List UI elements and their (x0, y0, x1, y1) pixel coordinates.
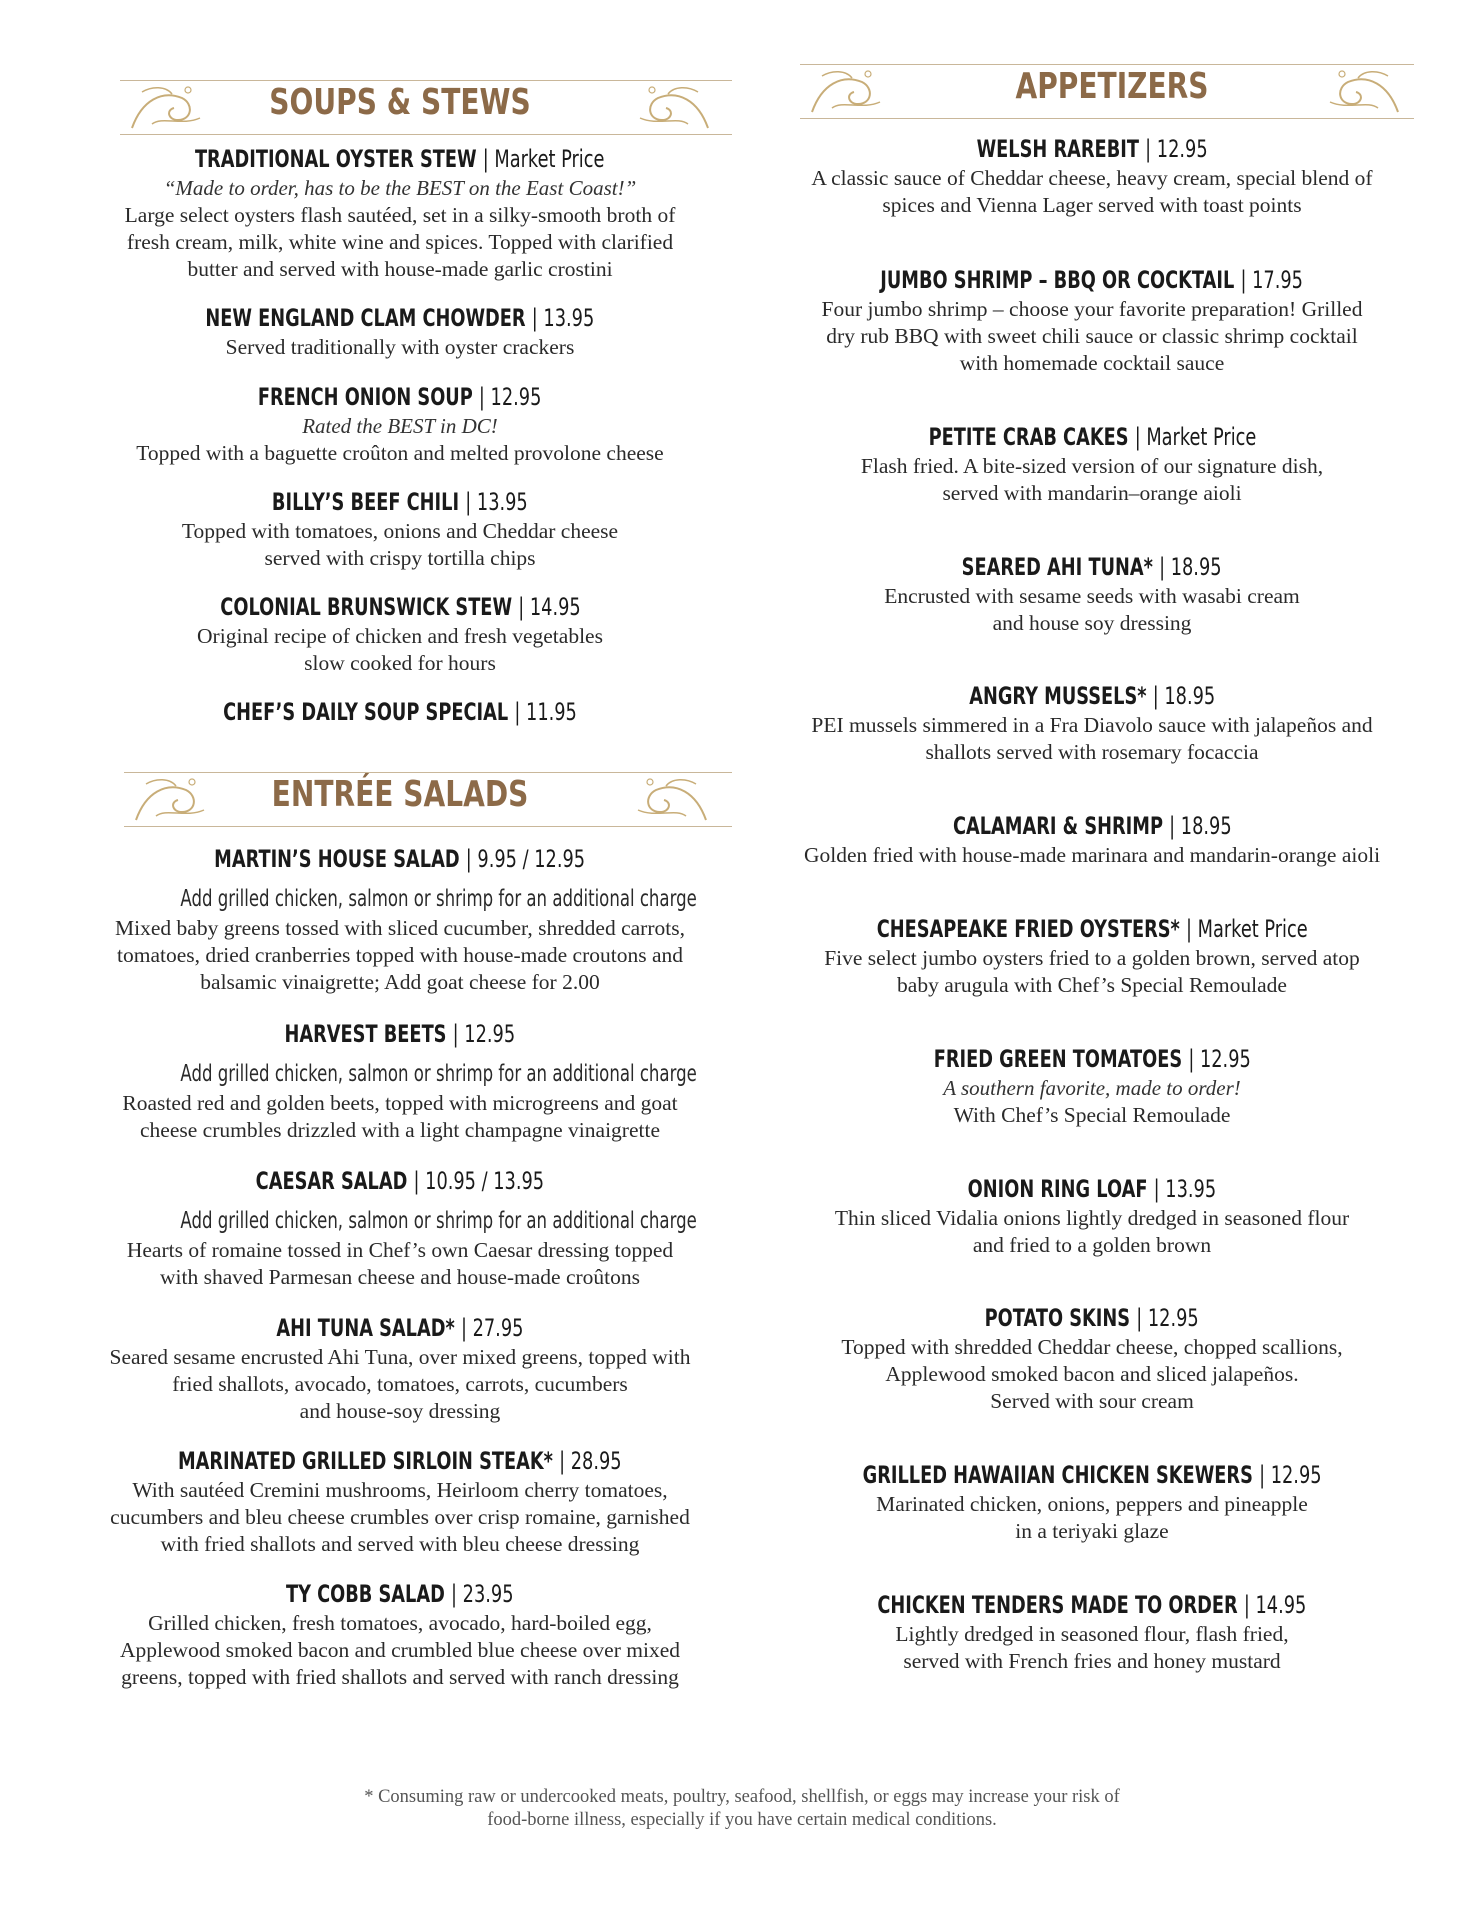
item-tagline: Rated the BEST in DC! (302, 414, 498, 438)
item-description: Thin sliced Vidalia onions lightly dredged in seasoned flour and fried to a golden brown (834, 1206, 1350, 1257)
item-name: TRADITIONAL OYSTER STEW | Market Price (195, 145, 605, 173)
menu-item (80, 1312, 720, 1425)
item-tagline: A southern favorite, made to order! (943, 1076, 1241, 1100)
item-description: Topped with shredded Cheddar cheese, chopped scallions, Applewood smoked bacon and sliced jalapeños. Served with sour cream (841, 1335, 1343, 1413)
item-price: | 12.95 (1188, 1045, 1251, 1073)
item-price: | 18.95 (1159, 553, 1222, 581)
item-addon-note: Add grilled chicken, salmon or shrimp for an additional charge (180, 1061, 697, 1087)
menu-item (80, 591, 720, 677)
menu-item (770, 913, 1414, 999)
item-description: Served traditionally with oyster crackers (225, 335, 575, 359)
menu-item (80, 486, 720, 572)
item-name: COLONIAL BRUNSWICK STEW | 14.95 (219, 593, 581, 621)
section-title: SOUPS & STEWS (269, 82, 531, 123)
item-price: | 27.95 (461, 1314, 524, 1342)
menu-item (770, 1043, 1414, 1129)
item-price: | 11.95 (514, 698, 577, 726)
item-description: Encrusted with sesame seeds with wasabi cream and house soy dressing (884, 584, 1300, 635)
item-name: TY COBB SALAD | 23.95 (286, 1580, 514, 1608)
item-addon-note: Add grilled chicken, salmon or shrimp for an additional charge (180, 1208, 697, 1234)
item-name: AHI TUNA SALAD* | 27.95 (276, 1314, 524, 1342)
menu-item (770, 680, 1414, 766)
item-price: | 18.95 (1152, 682, 1216, 710)
item-name: NEW ENGLAND CLAM CHOWDER | 13.95 (205, 304, 595, 332)
item-price: | 13.95 (465, 488, 528, 516)
section-title: APPETIZERS (1015, 66, 1209, 107)
flourish-ornament-icon (632, 80, 718, 136)
item-description: Lightly dredged in seasoned flour, flash fried, served with French fries and honey mustard (895, 1622, 1289, 1673)
section-title: ENTRÉE SALADS (271, 774, 529, 815)
item-price: | 13.95 (1153, 1175, 1217, 1203)
item-tagline: “Made to order, has to be the BEST on the East Coast!” (163, 176, 637, 200)
menu-item (80, 302, 720, 361)
menu-item (770, 810, 1414, 869)
item-name: CHESAPEAKE FRIED OYSTERS* | Market Price (876, 915, 1308, 943)
item-description: Seared sesame encrusted Ahi Tuna, over mixed greens, topped with fried shallots, avocado, tomatoes, carrots, cucumbers and house-soy dressing (109, 1345, 691, 1423)
flourish-ornament-icon (1322, 64, 1408, 120)
section-header-soups (80, 78, 720, 138)
menu-item (770, 1589, 1414, 1675)
flourish-ornament-icon (630, 772, 716, 828)
menu-item (80, 1018, 720, 1144)
allergy-disclaimer: * Consuming raw or undercooked meats, poultry, seafood, shellfish, or eggs may increase your risk of food-borne illness, especially if you have certain medical conditions. (364, 1787, 1120, 1830)
item-name: SEARED AHI TUNA* | 18.95 (962, 553, 1222, 581)
menu-item (770, 1459, 1414, 1545)
menu-item (770, 421, 1414, 507)
item-name: FRENCH ONION SOUP | 12.95 (258, 383, 542, 411)
item-name: PETITE CRAB CAKES | Market Price (928, 423, 1256, 451)
item-description: Four jumbo shrimp – choose your favorite preparation! Grilled dry rub BBQ with sweet chili sauce or classic shrimp cocktail with homemade cocktail sauce (821, 297, 1363, 375)
menu-item (80, 381, 720, 467)
menu-item (80, 696, 720, 728)
item-price: | 12.95 (479, 383, 542, 411)
item-name: GRILLED HAWAIIAN CHICKEN SKEWERS | 12.95 (862, 1461, 1322, 1489)
menu-item (770, 1302, 1414, 1415)
flourish-ornament-icon (802, 64, 888, 120)
menu-item (80, 1445, 720, 1558)
item-price: | Market Price (1185, 915, 1308, 943)
item-description: With Chef’s Special Remoulade (953, 1103, 1231, 1127)
item-name: CHEF’S DAILY SOUP SPECIAL | 11.95 (223, 698, 577, 726)
item-price: | 14.95 (517, 593, 581, 621)
item-addon-note: Add grilled chicken, salmon or shrimp for an additional charge (180, 886, 697, 912)
menu-item (80, 1578, 720, 1691)
menu-item (770, 133, 1414, 219)
item-description: Mixed baby greens tossed with sliced cucumber, shredded carrots, tomatoes, dried cranberries topped with house-made croutons and balsamic vinaigrette; Add goat cheese for 2.00 (115, 916, 685, 994)
item-price: | 10.95 / 13.95 (413, 1167, 545, 1195)
item-name: WELSH RAREBIT | 12.95 (976, 135, 1208, 163)
item-description: Topped with tomatoes, onions and Cheddar cheese served with crispy tortilla chips (181, 519, 619, 570)
item-price: | 23.95 (451, 1580, 514, 1608)
item-name: JUMBO SHRIMP – BBQ OR COCKTAIL | 17.95 (880, 266, 1304, 294)
item-description: Flash fried. A bite-sized version of our signature dish, served with mandarin–orange aioli (860, 454, 1324, 505)
item-price: | 18.95 (1168, 812, 1232, 840)
item-price: | 12.95 (1258, 1461, 1322, 1489)
item-description: PEI mussels simmered in a Fra Diavolo sauce with jalapeños and shallots served with rosemary focaccia (811, 713, 1373, 764)
item-price: | Market Price (1134, 423, 1256, 451)
item-name: MARTIN’S HOUSE SALAD | 9.95 / 12.95 (214, 845, 586, 873)
item-description: Five select jumbo oysters fried to a golden brown, served atop baby arugula with Chef’s Special Remoulade (824, 946, 1360, 997)
item-description: Hearts of romaine tossed in Chef’s own Caesar dressing topped with shaved Parmesan cheese and house-made croûtons (126, 1238, 674, 1289)
item-price: | 12.95 (452, 1020, 516, 1048)
item-description: Golden fried with house-made marinara and mandarin-orange aioli (803, 843, 1381, 867)
menu-item (770, 551, 1414, 637)
item-name: FRIED GREEN TOMATOES | 12.95 (933, 1045, 1251, 1073)
item-description: Large select oysters flash sautéed, set in a silky-smooth broth of fresh cream, milk, white wine and spices. Topped with clarified butter and served with house-made garlic crostini (124, 203, 676, 281)
item-price: | Market Price (483, 145, 605, 173)
item-name: CHICKEN TENDERS MADE TO ORDER | 14.95 (877, 1591, 1307, 1619)
item-price: | 9.95 / 12.95 (466, 845, 586, 873)
item-price: | 28.95 (559, 1447, 622, 1475)
item-price: | 12.95 (1145, 135, 1208, 163)
item-price: | 13.95 (531, 304, 595, 332)
menu-item (770, 1173, 1414, 1259)
item-name: ONION RING LOAF | 13.95 (967, 1175, 1217, 1203)
item-description: Marinated chicken, onions, peppers and pineapple in a teriyaki glaze (876, 1492, 1308, 1543)
menu-item (770, 264, 1414, 377)
item-description: Roasted red and golden beets, topped with microgreens and goat cheese crumbles drizzled with a light champagne vinaigrette (122, 1091, 678, 1142)
menu-item (80, 143, 720, 283)
item-name: CALAMARI & SHRIMP | 18.95 (952, 812, 1232, 840)
item-price: | 17.95 (1240, 266, 1304, 294)
item-description: Grilled chicken, fresh tomatoes, avocado, hard-boiled egg, Applewood smoked bacon and crumbled blue cheese over mixed greens, topped with fried shallots and served with ranch dressing (119, 1611, 681, 1689)
item-price: | 12.95 (1136, 1304, 1200, 1332)
item-name: ANGRY MUSSELS* | 18.95 (968, 682, 1216, 710)
item-description: Original recipe of chicken and fresh vegetables slow cooked for hours (197, 624, 603, 675)
section-header-salads (80, 770, 720, 830)
section-header-appetizers (770, 62, 1414, 122)
item-name: MARINATED GRILLED SIRLOIN STEAK* | 28.95 (178, 1447, 622, 1475)
menu-item (80, 1165, 720, 1291)
menu-item (80, 843, 720, 996)
item-description: A classic sauce of Cheddar cheese, heavy cream, special blend of spices and Vienna Lager served with toast points (811, 166, 1373, 217)
item-name: CAESAR SALAD | 10.95 / 13.95 (255, 1167, 545, 1195)
item-description: With sautéed Cremini mushrooms, Heirloom cherry tomatoes, cucumbers and bleu cheese crumbles over crisp romaine, garnished with fried shallots and served with bleu cheese dressing (110, 1478, 690, 1556)
item-name: HARVEST BEETS | 12.95 (284, 1020, 516, 1048)
item-name: BILLY’S BEEF CHILI | 13.95 (272, 488, 528, 516)
item-name: POTATO SKINS | 12.95 (984, 1304, 1200, 1332)
item-price: | 14.95 (1244, 1591, 1307, 1619)
item-description: Topped with a baguette croûton and melted provolone cheese (136, 441, 664, 465)
